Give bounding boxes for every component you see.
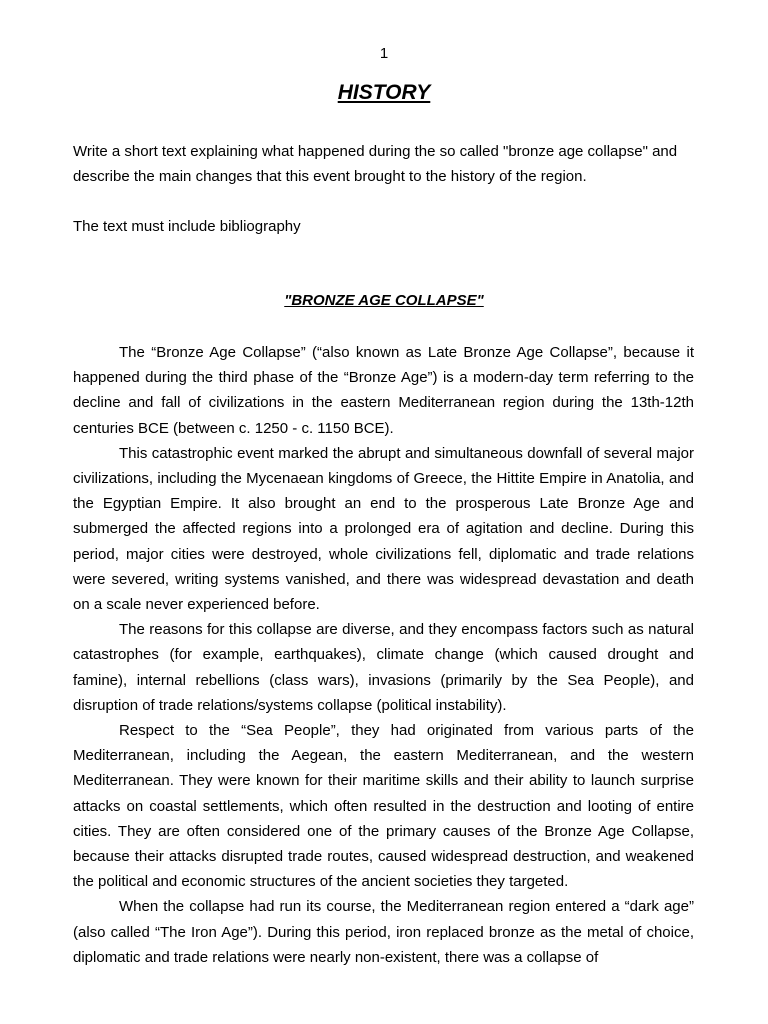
paragraph-sea-people: Respect to the “Sea People”, they had originated from various parts of the Mediterranean, including the Aegean, the eastern Mediterranean, and the western Mediterranean. They were known for their maritime skills and their ability to launch surprise attacks on coastal settlements, which often resulted in the destruction and looting of entire cities. They are often considered one of the primary causes of the Bronze Age Collapse, because their attacks disrupted trade routes, caused widespread destruction, and weakened the political and economic structures of the ancient societies they targeted. [73, 722, 694, 891]
section-title: "BRONZE AGE COLLAPSE" [284, 292, 484, 309]
paragraph-downfall: This catastrophic event marked the abrupt and simultaneous downfall of several major civilizations, including the Mycenaean kingdoms of Greece, the Hittite Empire in Anatolia, and the Egyptian Empire. It also brought an end to the prosperous Late Bronze Age and submerged the affected regions into a prolonged era of agitation and decline. During this period, major cities were destroyed, whole civilizations fell, diplomatic and trade relations were severed, writing systems vanished, and there was widespread devastation and death on a scale never experienced before. [73, 444, 694, 614]
essay-body [73, 340, 694, 970]
document-title: HISTORY [337, 81, 431, 104]
page-number: 1 [379, 45, 389, 62]
paragraph-reasons: The reasons for this collapse are diverse, and they encompass factors such as natural catastrophes (for example, earthquakes), climate change (which caused drought and famine), internal rebellions (class wars), invasions (primarily by the Sea People), and disruption of trade relations/systems collapse (political instability). [73, 621, 694, 714]
paragraph-introduction: The “Bronze Age Collapse” (“also known as Late Bronze Age Collapse”, because it happened during the third phase of the “Bronze Age”) is a modern-day term referring to the decline and fall of civilizations in the eastern Mediterranean region during the 13th-12th centuries BCE (between c. 1250 - c. 1150 BCE). [73, 344, 694, 437]
assignment-prompt: Write a short text explaining what happened during the so called "bronze age collapse" and describe the main changes that this event brought to the history of the region. [73, 143, 678, 185]
paragraph-dark-age: When the collapse had run its course, the Mediterranean region entered a “dark age” (also called “The Iron Age”). During this period, iron replaced bronze as the metal of choice, diplomatic and trade relations were nearly non-existent, there was a collapse of [73, 898, 694, 966]
bibliography-requirement: The text must include bibliography [73, 218, 301, 235]
